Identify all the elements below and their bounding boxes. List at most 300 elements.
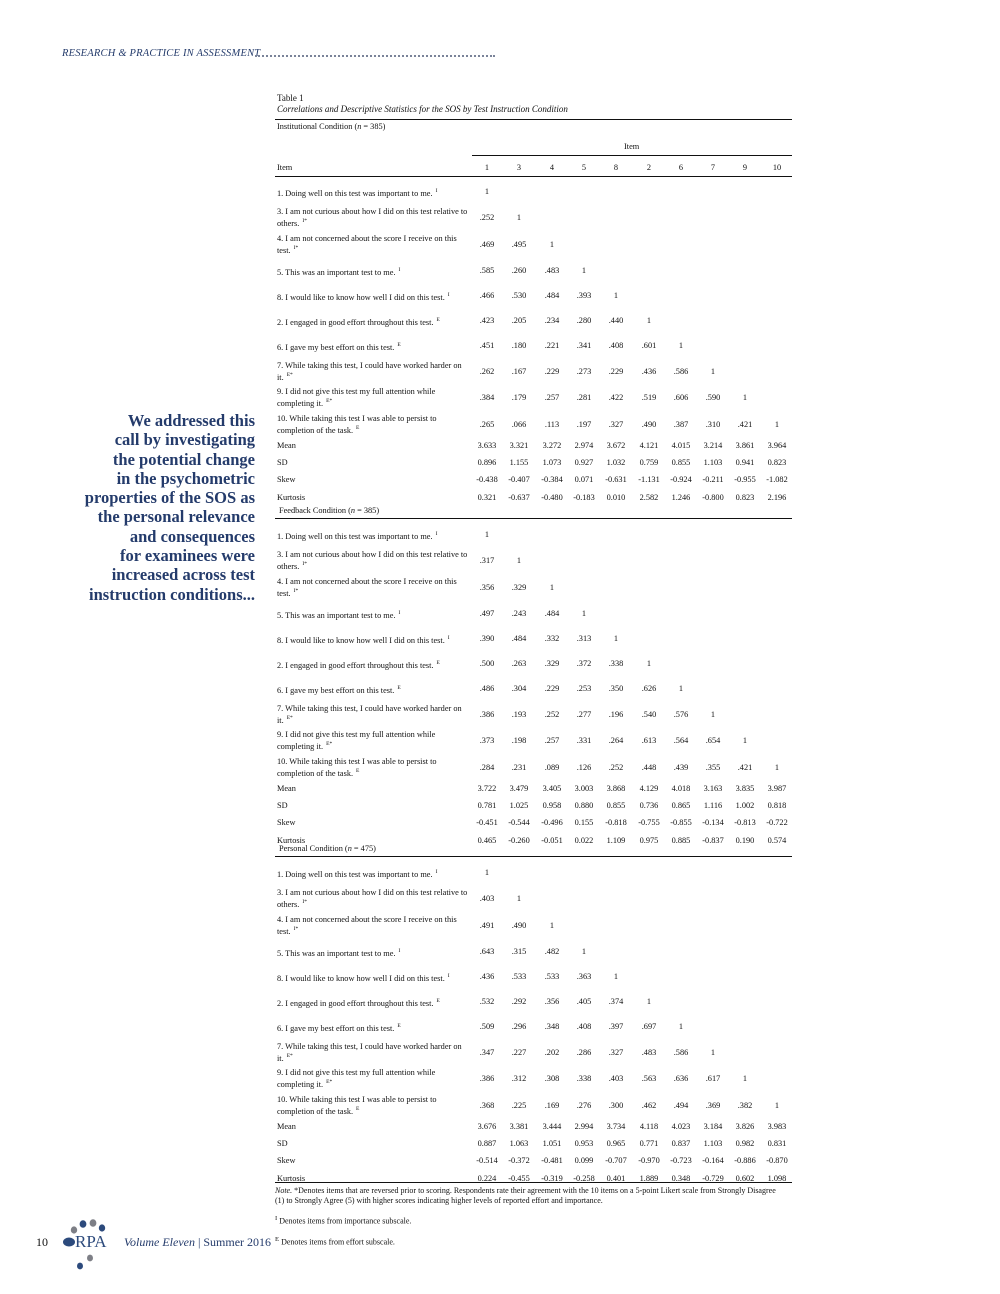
correlation-cell: .500 — [479, 659, 495, 668]
stat-cell: 4.121 — [639, 441, 659, 450]
subscale-marker: I — [398, 610, 401, 616]
subscale-marker: E — [397, 342, 401, 348]
stat-cell: -0.970 — [638, 1156, 660, 1165]
correlation-cell: 1 — [581, 947, 587, 956]
column-header: 5 — [581, 163, 587, 172]
stat-cell: 0.927 — [574, 458, 594, 467]
correlation-cell: .327 — [608, 1048, 624, 1057]
correlation-cell: .264 — [608, 736, 624, 745]
item-label — [277, 577, 472, 598]
correlation-cell: .484 — [544, 291, 560, 300]
item-label — [277, 187, 472, 198]
column-header: 6 — [678, 163, 684, 172]
stat-cell: 3.405 — [542, 784, 562, 793]
stat-cell: 0.823 — [767, 458, 787, 467]
correlation-cell: 1 — [516, 213, 522, 222]
footnote-effort-text: Denotes items from effort subscale. — [279, 1237, 395, 1247]
stat-cell: -0.870 — [766, 1156, 788, 1165]
item-label — [277, 609, 472, 620]
footnote-importance-text: Denotes items from importance subscale. — [277, 1216, 412, 1226]
correlation-cell: .576 — [673, 710, 689, 719]
item-label — [277, 414, 472, 435]
stat-cell: -0.924 — [670, 475, 692, 484]
correlation-cell: 1 — [678, 1022, 684, 1031]
item-label — [277, 234, 472, 255]
correlation-cell: .369 — [705, 1101, 721, 1110]
correlation-cell: 1 — [742, 736, 748, 745]
correlation-cell: .564 — [673, 736, 689, 745]
stat-cell: 0.071 — [574, 475, 594, 484]
stat-cell: -0.051 — [541, 836, 563, 845]
subscale-marker: I* — [302, 217, 307, 224]
correlation-cell: .484 — [544, 609, 560, 618]
correlation-cell: 1 — [710, 1048, 716, 1057]
correlation-cell: .292 — [511, 997, 527, 1006]
stat-cell: 3.861 — [735, 441, 755, 450]
item-text: 2. I engaged in good effort throughout this test. — [277, 998, 434, 1008]
subscale-marker: I — [398, 267, 401, 273]
subscale-marker: I* — [293, 244, 299, 251]
correlation-cell: .533 — [511, 972, 527, 981]
correlation-cell: .308 — [544, 1074, 560, 1083]
item-label — [277, 207, 472, 228]
stat-cell: 4.023 — [671, 1122, 691, 1131]
stat-cell: 3.826 — [735, 1122, 755, 1131]
stat-cell: 0.982 — [735, 1139, 755, 1148]
stat-cell: 3.983 — [767, 1122, 787, 1131]
correlation-cell: .654 — [705, 736, 721, 745]
correlation-cell: .466 — [479, 291, 495, 300]
correlation-cell: .315 — [511, 947, 527, 956]
item-text: 3. I am not curious about how I did on this test relative to others. — [277, 550, 468, 571]
stat-label: Skew — [277, 1156, 296, 1165]
stat-cell: 3.479 — [509, 784, 529, 793]
correlation-cell: .331 — [576, 736, 592, 745]
subscale-marker: E — [356, 424, 360, 431]
correlation-cell: .421 — [737, 420, 753, 429]
stat-cell: 0.880 — [574, 801, 594, 810]
pull-quote-line: the potential change — [112, 449, 255, 469]
stat-cell: 1.073 — [542, 458, 562, 467]
correlation-cell: .448 — [641, 763, 657, 772]
item-text: 1. Doing well on this test was important to me. — [277, 531, 433, 541]
stat-cell: 0.958 — [542, 801, 562, 810]
stat-cell: -0.755 — [638, 818, 660, 827]
correlation-cell: 1 — [613, 634, 619, 643]
correlation-cell: .494 — [673, 1101, 689, 1110]
stat-cell: 2.582 — [639, 493, 659, 502]
stat-cell: 3.633 — [477, 441, 497, 450]
subscale-marker: E* — [286, 371, 293, 378]
subscale-marker: E — [397, 1023, 401, 1029]
pull-quote-line: in the psychometric — [116, 468, 255, 488]
stat-cell: -0.723 — [670, 1156, 692, 1165]
correlation-cell: .540 — [641, 710, 657, 719]
item-label — [277, 550, 472, 571]
stat-cell: -0.455 — [508, 1174, 530, 1183]
stat-cell: 1.063 — [509, 1139, 529, 1148]
correlation-cell: .462 — [641, 1101, 657, 1110]
correlation-cell: .436 — [479, 972, 495, 981]
correlation-cell: 1 — [742, 1074, 748, 1083]
stat-cell: 0.771 — [639, 1139, 659, 1148]
correlation-cell: .590 — [705, 393, 721, 402]
correlation-cell: .483 — [544, 266, 560, 275]
correlation-cell: .495 — [511, 240, 527, 249]
correlation-cell: .405 — [576, 997, 592, 1006]
condition-label — [279, 844, 376, 854]
stat-cell: 0.965 — [606, 1139, 626, 1148]
condition-n-symbol: n — [347, 844, 352, 853]
paw-toe-5 — [87, 1255, 93, 1262]
table-label: Table 1 — [277, 93, 304, 103]
item-text: 4. I am not concerned about the score I receive on this test. — [277, 234, 457, 255]
stat-cell: 3.672 — [606, 441, 626, 450]
pull-quote-line: for examinees were — [119, 546, 255, 566]
correlation-cell: .373 — [479, 736, 495, 745]
column-header: 1 — [484, 163, 490, 172]
correlation-cell: 1 — [646, 316, 652, 325]
footnote-effort-mark: E — [275, 1235, 280, 1243]
subscale-marker: E* — [326, 740, 333, 747]
stat-cell: 0.401 — [606, 1174, 626, 1183]
subscale-marker: E — [397, 685, 401, 691]
subscale-marker: I — [435, 531, 438, 537]
subscale-marker: E — [356, 1105, 360, 1112]
stat-cell: -0.183 — [573, 493, 595, 502]
correlation-cell: .530 — [511, 291, 527, 300]
correlation-cell: .368 — [479, 1101, 495, 1110]
correlation-cell: .606 — [673, 393, 689, 402]
stat-cell: -0.372 — [508, 1156, 530, 1165]
subscale-marker: E* — [326, 397, 333, 404]
item-group-rule — [472, 155, 792, 156]
correlation-cell: .197 — [576, 420, 592, 429]
correlation-cell: .329 — [544, 659, 560, 668]
column-header: 3 — [516, 163, 522, 172]
item-label — [277, 634, 472, 645]
correlation-cell: 1 — [646, 997, 652, 1006]
subscale-marker: I* — [302, 560, 307, 567]
pull-quote-line: instruction conditions... — [89, 584, 255, 604]
correlation-cell: .317 — [479, 556, 495, 565]
item-text: 4. I am not concerned about the score I receive on this test. — [277, 577, 457, 598]
stat-cell: 3.163 — [703, 784, 723, 793]
column-header: 10 — [772, 163, 782, 172]
item-text: 7. While taking this test, I could have worked harder on it. — [277, 361, 462, 382]
stat-cell: 0.887 — [477, 1139, 497, 1148]
stat-cell: 2.196 — [767, 493, 787, 502]
stat-cell: -0.800 — [702, 493, 724, 502]
correlation-cell: 1 — [774, 420, 780, 429]
column-header: 8 — [613, 163, 619, 172]
stat-cell: 0.837 — [671, 1139, 691, 1148]
stat-cell: 0.759 — [639, 458, 659, 467]
correlation-cell: .601 — [641, 341, 657, 350]
stat-label: Skew — [277, 475, 296, 484]
stat-cell: 0.190 — [735, 836, 755, 845]
stat-cell: 1.002 — [735, 801, 755, 810]
stat-cell: 2.994 — [574, 1122, 594, 1131]
correlation-cell: .469 — [479, 240, 495, 249]
correlation-cell: .439 — [673, 763, 689, 772]
correlation-cell: .586 — [673, 1048, 689, 1057]
correlation-cell: .180 — [511, 341, 527, 350]
stat-cell: 0.736 — [639, 801, 659, 810]
subscale-marker: E* — [286, 1052, 293, 1059]
item-label — [277, 659, 472, 670]
footnote-importance — [275, 1214, 785, 1227]
item-label — [277, 316, 472, 327]
stat-cell: -0.637 — [508, 493, 530, 502]
table-top-rule — [275, 119, 792, 120]
stat-cell: -0.855 — [670, 818, 692, 827]
header-bottom-rule — [275, 176, 792, 177]
stat-cell: -0.407 — [508, 475, 530, 484]
correlation-cell: .276 — [576, 1101, 592, 1110]
stat-label: Mean — [277, 784, 296, 793]
correlation-cell: .374 — [608, 997, 624, 1006]
stat-cell: -0.438 — [476, 475, 498, 484]
correlation-cell: 1 — [581, 266, 587, 275]
correlation-cell: .355 — [705, 763, 721, 772]
correlation-cell: .387 — [673, 420, 689, 429]
correlation-cell: .284 — [479, 763, 495, 772]
correlation-cell: .348 — [544, 1022, 560, 1031]
correlation-cell: .229 — [544, 367, 560, 376]
correlation-cell: .300 — [608, 1101, 624, 1110]
correlation-cell: .126 — [576, 763, 592, 772]
correlation-cell: .167 — [511, 367, 527, 376]
correlation-cell: .225 — [511, 1101, 527, 1110]
volume-label: Volume Eleven — [124, 1235, 195, 1249]
correlation-cell: .372 — [576, 659, 592, 668]
item-text: 5. This was an important test to me. — [277, 610, 396, 620]
item-text: 9. I did not give this test my full attention while completing it. — [277, 1068, 436, 1089]
condition-rule — [275, 856, 792, 857]
correlation-cell: .386 — [479, 1074, 495, 1083]
correlation-cell: .304 — [511, 684, 527, 693]
correlation-cell: .312 — [511, 1074, 527, 1083]
item-label — [277, 730, 472, 751]
correlation-cell: .273 — [576, 367, 592, 376]
paw-toe-6 — [77, 1263, 83, 1270]
stat-label: SD — [277, 801, 288, 810]
item-label — [277, 1042, 472, 1063]
condition-label — [279, 506, 379, 516]
correlation-cell: .697 — [641, 1022, 657, 1031]
paw-toe-2 — [80, 1220, 87, 1228]
condition-n-value: = 475) — [351, 844, 376, 853]
item-text: 10. While taking this test I was able to persist to completion of the task. — [277, 757, 437, 778]
item-text: 7. While taking this test, I could have worked harder on it. — [277, 704, 462, 725]
correlation-cell: 1 — [581, 609, 587, 618]
correlation-cell: 1 — [549, 583, 555, 592]
correlation-cell: .265 — [479, 420, 495, 429]
stat-cell: 0.602 — [735, 1174, 755, 1183]
stat-cell: 0.224 — [477, 1174, 497, 1183]
rpa-paw-logo — [60, 1214, 122, 1274]
correlation-cell: .497 — [479, 609, 495, 618]
stat-cell: 3.214 — [703, 441, 723, 450]
footnote-importance-mark: I — [275, 1215, 278, 1222]
item-text: 6. I gave my best effort on this test. — [277, 1023, 395, 1033]
subscale-marker: I* — [302, 898, 307, 905]
stat-label: SD — [277, 1139, 288, 1148]
stat-cell: 0.348 — [671, 1174, 691, 1183]
stat-cell: 3.734 — [606, 1122, 626, 1131]
stat-cell: 1.051 — [542, 1139, 562, 1148]
correlation-cell: .393 — [576, 291, 592, 300]
correlation-cell: 1 — [774, 1101, 780, 1110]
condition-n-value: = 385) — [361, 122, 386, 131]
stat-cell: 4.118 — [639, 1122, 659, 1131]
footnote-effort — [275, 1235, 785, 1248]
condition-n-value: = 385) — [355, 506, 380, 515]
stat-cell: 4.015 — [671, 441, 691, 450]
stat-cell: 0.975 — [639, 836, 659, 845]
condition-n-symbol: n — [357, 122, 362, 131]
correlation-cell: .397 — [608, 1022, 624, 1031]
running-header: RESEARCH & PRACTICE IN ASSESSMENT — [62, 48, 261, 59]
pull-quote-line: and consequences — [129, 526, 255, 546]
correlation-cell: .636 — [673, 1074, 689, 1083]
item-text: 7. While taking this test, I could have worked harder on it. — [277, 1042, 462, 1063]
correlation-cell: .484 — [511, 634, 527, 643]
correlation-cell: .483 — [641, 1048, 657, 1057]
correlation-cell: .356 — [479, 583, 495, 592]
item-text: 10. While taking this test I was able to persist to completion of the task. — [277, 1095, 437, 1116]
item-text: 9. I did not give this test my full attention while completing it. — [277, 730, 436, 751]
stat-cell: 0.321 — [477, 493, 497, 502]
correlation-cell: .229 — [544, 684, 560, 693]
correlation-cell: .363 — [576, 972, 592, 981]
correlation-cell: .408 — [576, 1022, 592, 1031]
item-text: 5. This was an important test to me. — [277, 948, 396, 958]
stat-cell: 2.974 — [574, 441, 594, 450]
correlation-cell: .313 — [576, 634, 592, 643]
subscale-marker: E — [356, 767, 360, 774]
correlation-cell: .169 — [544, 1101, 560, 1110]
correlation-cell: .231 — [511, 763, 527, 772]
item-text: 6. I gave my best effort on this test. — [277, 685, 395, 695]
correlation-cell: .338 — [576, 1074, 592, 1083]
stat-cell: -0.480 — [541, 493, 563, 502]
column-header: 2 — [646, 163, 652, 172]
item-label — [277, 972, 472, 983]
correlation-cell: .260 — [511, 266, 527, 275]
correlation-cell: .338 — [608, 659, 624, 668]
item-label — [277, 387, 472, 408]
correlation-cell: .263 — [511, 659, 527, 668]
stat-cell: -0.451 — [476, 818, 498, 827]
stat-cell: 0.953 — [574, 1139, 594, 1148]
correlation-cell: .490 — [641, 420, 657, 429]
item-text: 6. I gave my best effort on this test. — [277, 342, 395, 352]
item-label — [277, 868, 472, 879]
stat-cell: 1.103 — [703, 458, 723, 467]
correlation-cell: 1 — [774, 763, 780, 772]
correlation-cell: .490 — [511, 921, 527, 930]
correlation-cell: .332 — [544, 634, 560, 643]
item-text: 1. Doing well on this test was important to me. — [277, 869, 433, 879]
correlation-cell: .486 — [479, 684, 495, 693]
subscale-marker: I* — [293, 587, 299, 594]
table-title: Correlations and Descriptive Statistics for the SOS by Test Instruction Condition — [277, 104, 568, 114]
subscale-marker: I — [435, 188, 438, 194]
stat-cell: -0.818 — [605, 818, 627, 827]
correlation-cell: .252 — [479, 213, 495, 222]
correlation-cell: .382 — [737, 1101, 753, 1110]
subscale-marker: E — [436, 317, 440, 323]
item-text: 8. I would like to know how well I did on this test. — [277, 973, 445, 983]
correlation-cell: .066 — [511, 420, 527, 429]
item-label — [277, 266, 472, 277]
correlation-cell: .613 — [641, 736, 657, 745]
correlation-cell: 1 — [516, 894, 522, 903]
stat-cell: 0.823 — [735, 493, 755, 502]
correlation-cell: .421 — [737, 763, 753, 772]
correlation-cell: .482 — [544, 947, 560, 956]
item-text: 3. I am not curious about how I did on this test relative to others. — [277, 888, 468, 909]
stat-cell: -0.164 — [702, 1156, 724, 1165]
stat-cell: -0.134 — [702, 818, 724, 827]
correlation-cell: .384 — [479, 393, 495, 402]
correlation-cell: .563 — [641, 1074, 657, 1083]
correlation-cell: .491 — [479, 921, 495, 930]
item-label — [277, 757, 472, 778]
stat-cell: 3.444 — [542, 1122, 562, 1131]
correlation-cell: .205 — [511, 316, 527, 325]
paw-toe-4 — [99, 1224, 105, 1231]
stat-cell: -0.544 — [508, 818, 530, 827]
stat-cell: 1.109 — [606, 836, 626, 845]
pull-quote-line: We addressed this — [127, 411, 255, 430]
stat-cell: 0.818 — [767, 801, 787, 810]
correlation-cell: .257 — [544, 736, 560, 745]
stat-cell: 3.722 — [477, 784, 497, 793]
stat-cell: 0.155 — [574, 818, 594, 827]
stat-cell: 3.835 — [735, 784, 755, 793]
stat-cell: -0.813 — [734, 818, 756, 827]
page-number: 10 — [36, 1235, 48, 1249]
correlation-cell: .423 — [479, 316, 495, 325]
correlation-cell: .113 — [544, 420, 560, 429]
subscale-marker: I — [398, 948, 401, 954]
column-header: 7 — [710, 163, 716, 172]
correlation-cell: .350 — [608, 684, 624, 693]
correlation-cell: .296 — [511, 1022, 527, 1031]
subscale-marker: E — [436, 660, 440, 666]
correlation-cell: .252 — [544, 710, 560, 719]
stat-cell: 4.018 — [671, 784, 691, 793]
item-label — [277, 530, 472, 541]
table-bottom-rule — [275, 1182, 792, 1183]
item-text: 10. While taking this test I was able to persist to completion of the task. — [277, 414, 437, 435]
correlation-cell: .310 — [705, 420, 721, 429]
stat-cell: -0.729 — [702, 1174, 724, 1183]
item-text: 5. This was an important test to me. — [277, 267, 396, 277]
correlation-cell: 1 — [484, 530, 490, 539]
condition-name: Institutional Condition ( — [277, 122, 358, 131]
stat-cell: -0.481 — [541, 1156, 563, 1165]
correlation-cell: .253 — [576, 684, 592, 693]
item-label — [277, 684, 472, 695]
correlation-cell: .617 — [705, 1074, 721, 1083]
stat-cell: 0.896 — [477, 458, 497, 467]
correlation-cell: .408 — [608, 341, 624, 350]
correlation-cell: .286 — [576, 1048, 592, 1057]
